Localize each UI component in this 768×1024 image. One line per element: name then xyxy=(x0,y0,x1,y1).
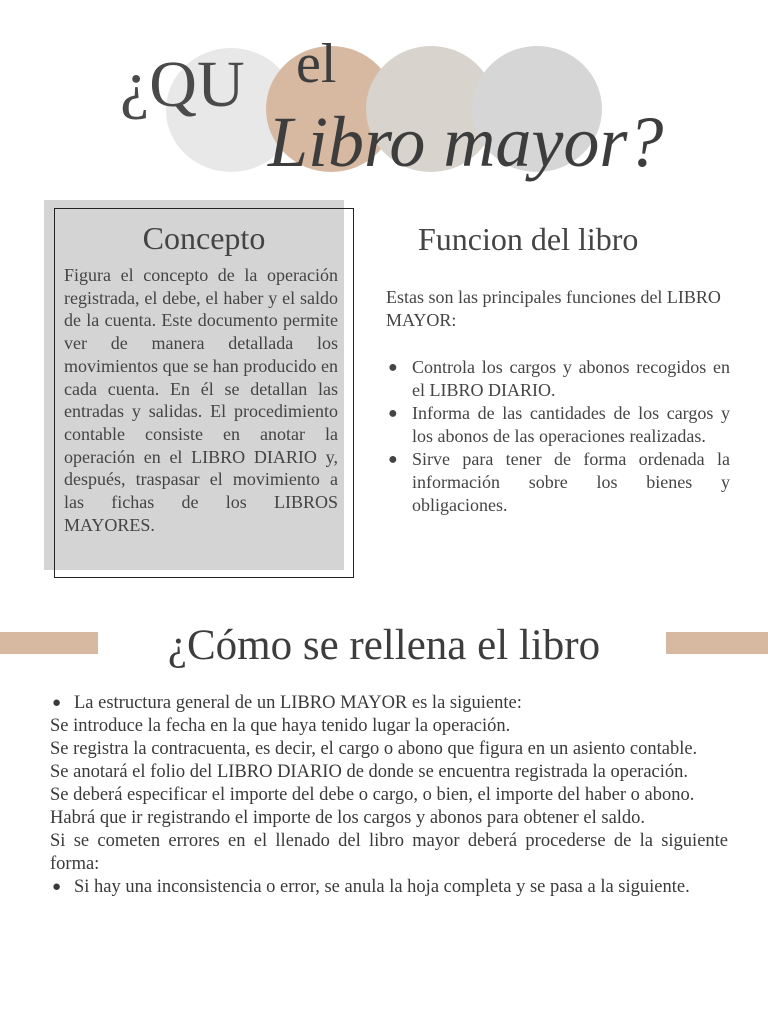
title-article: el xyxy=(296,33,337,95)
concept-text: Figura el concepto de la operación registrada, el debe, el haber y el saldo de la cuenta. Este documento permite ver de manera detallada los movimientos que se han producido en cada cuenta. En él se detallan las entradas y salidas. El procedimiento contable consiste en anotar la operación en el LIBRO DIARIO y, después, traspasar el movimiento a las fichas de los LIBROS MAYORES. xyxy=(64,265,338,535)
function-heading: Funcion del libro xyxy=(418,221,639,257)
bullet-icon: ● xyxy=(388,405,398,422)
bullet-icon: ● xyxy=(52,695,62,711)
section-heading: ¿Cómo se rellena el libro xyxy=(167,622,601,669)
title-prefix: ¿QU xyxy=(120,48,245,121)
list-item xyxy=(386,448,730,517)
paragraph: Se introduce la fecha en la que haya tenido lugar la operación. xyxy=(50,716,511,736)
list-item-text: Informa de las cantidades de los cargos y los abonos de las operaciones realizadas. xyxy=(412,403,730,446)
list-item-text: Sirve para tener de forma ordenada la información sobre los bienes y obligaciones. xyxy=(412,449,730,515)
function-list xyxy=(386,356,730,517)
bullet-icon: ● xyxy=(388,451,398,468)
list-item xyxy=(386,356,730,402)
paragraph: Se registra la contracuenta, es decir, el cargo o abono que figura en un asiento contable. xyxy=(50,739,698,759)
how-to-section xyxy=(50,692,728,899)
paragraph: Se deberá especificar el importe del debe o cargo, o bien, el importe del haber o abono. xyxy=(50,785,695,805)
bullet-icon: ● xyxy=(52,879,62,895)
paragraph: Habrá que ir registrando el importe de los cargos y abonos para obtener el saldo. xyxy=(50,808,646,828)
paragraph: ● La estructura general de un LIBRO MAYOR es la siguiente: xyxy=(52,693,522,713)
paragraph: Se anotará el folio del LIBRO DIARIO de donde se encuentra registrada la operación. xyxy=(50,762,689,782)
concept-heading: Concepto xyxy=(142,220,266,256)
paragraph: Si se cometen errores en el llenado del libro mayor deberá procederse de la siguiente forma: xyxy=(50,831,728,874)
page-title: Libro mayor? xyxy=(268,102,664,182)
paragraph: ● Si hay una inconsistencia o error, se anula la hoja completa y se pasa a la siguiente. xyxy=(52,877,690,897)
function-intro: Estas son las principales funciones del LIBRO MAYOR: xyxy=(386,287,721,330)
list-item xyxy=(386,402,730,448)
bullet-icon: ● xyxy=(388,359,398,376)
list-item-text: Controla los cargos y abonos recogidos en el LIBRO DIARIO. xyxy=(412,357,730,400)
